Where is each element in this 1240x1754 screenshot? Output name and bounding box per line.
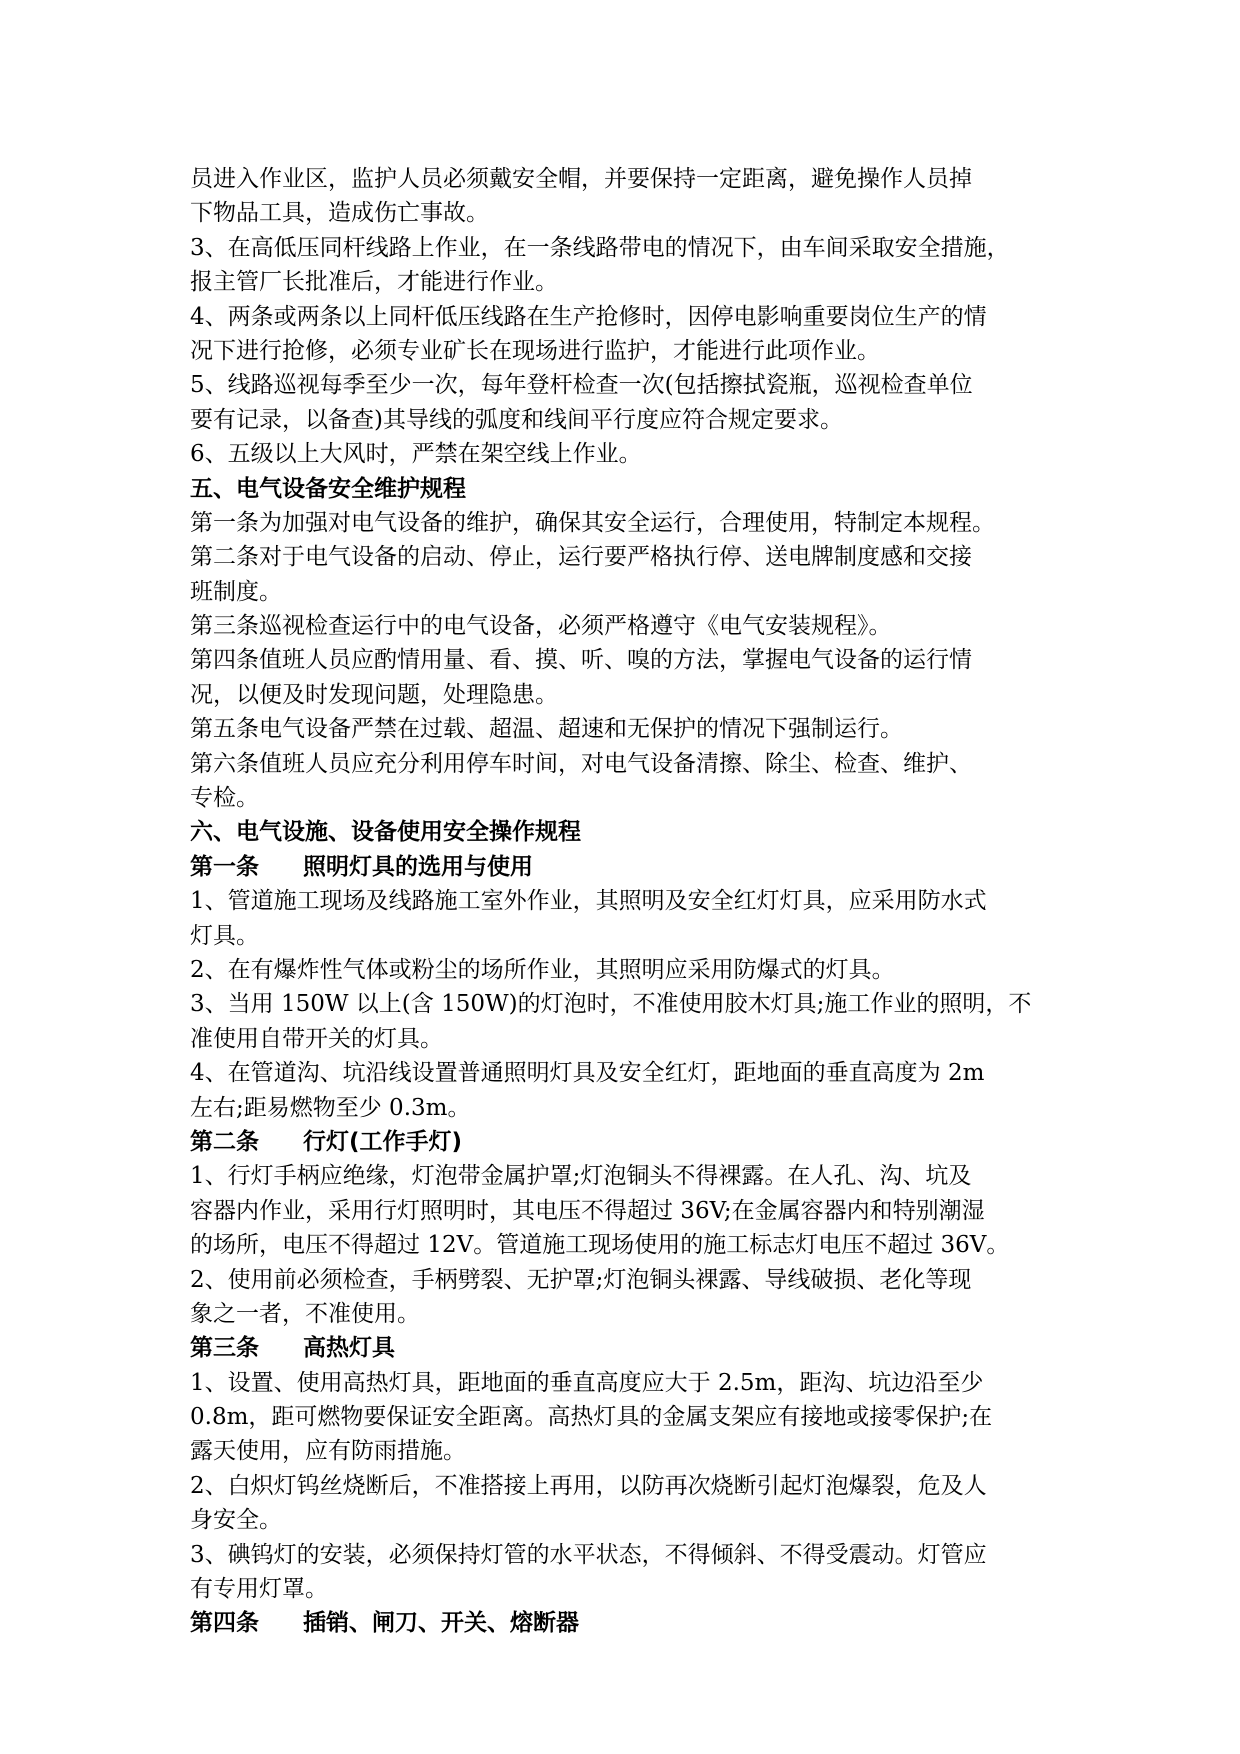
body-text-line: 专检。 <box>190 785 259 812</box>
article-title: 插销、闸刀、开关、熔断器 <box>303 1610 579 1637</box>
body-text-line: 2、在有爆炸性气体或粉尘的场所作业，其照明应采用防爆式的灯具。 <box>190 956 895 983</box>
article-heading <box>190 850 1080 884</box>
body-text-line: 的场所，电压不得超过 12V。管道施工现场使用的施工标志灯电压不超过 36V。 <box>190 1232 1010 1259</box>
body-text-line: 6、五级以上大风时，严禁在架空线上作业。 <box>190 441 642 468</box>
body-text-line: 下物品工具，造成伤亡事故。 <box>190 200 489 227</box>
body-text-line: 准使用自带开关的灯具。 <box>190 1025 443 1052</box>
body-text-line: 露天使用，应有防雨措施。 <box>190 1438 466 1465</box>
body-text-line: 第三条巡视检查运行中的电气设备，必须严格遵守《电气安装规程》。 <box>190 613 892 640</box>
article-title: 高热灯具 <box>303 1335 395 1362</box>
article-title: 行灯(工作手灯) <box>303 1128 463 1155</box>
article-number: 第三条 <box>190 1335 259 1362</box>
body-text-line: 1、行灯手柄应绝缘，灯泡带金属护罩;灯泡铜头不得裸露。在人孔、沟、坑及 <box>190 1163 972 1190</box>
body-text-line: 2、白炽灯钨丝烧断后，不准搭接上再用，以防再次烧断引起灯泡爆裂，危及人 <box>190 1472 987 1499</box>
body-text-line: 3、碘钨灯的安装，必须保持灯管的水平状态，不得倾斜、不得受震动。灯管应 <box>190 1541 987 1568</box>
body-text-line: 身安全。 <box>190 1507 282 1534</box>
body-text-line: 1、管道施工现场及线路施工室外作业，其照明及安全红灯灯具，应采用防水式 <box>190 888 987 915</box>
document-body <box>190 162 1080 1641</box>
article-number: 第一条 <box>190 853 259 880</box>
body-text-line: 左右;距易燃物至少 0.3m。 <box>190 1094 471 1121</box>
body-text-line: 4、两条或两条以上同杆低压线路在生产抢修时，因停电影响重要岗位生产的情 <box>190 303 987 330</box>
body-text-line: 5、线路巡视每季至少一次，每年登杆检查一次(包括擦拭瓷瓶，巡视检查单位 <box>190 372 973 399</box>
article-heading <box>190 1125 1080 1159</box>
body-text-line: 第五条电气设备严禁在过载、超温、超速和无保护的情况下强制运行。 <box>190 716 903 743</box>
body-text-line: 有专用灯罩。 <box>190 1576 328 1603</box>
body-text-line: 第四条值班人员应酌情用量、看、摸、听、嗅的方法，掌握电气设备的运行情 <box>190 647 972 674</box>
body-text-line: 3、当用 150W 以上(含 150W)的灯泡时，不准使用胶木灯具;施工作业的照明，不 <box>190 991 1032 1018</box>
body-text-line: 0.8m，距可燃物要保证安全距离。高热灯具的金属支架应有接地或接零保护;在 <box>190 1404 993 1431</box>
article-number: 第二条 <box>190 1128 259 1155</box>
section-heading: 六、电气设施、设备使用安全操作规程 <box>190 819 581 846</box>
article-title: 照明灯具的选用与使用 <box>303 853 533 880</box>
section-heading: 五、电气设备安全维护规程 <box>190 475 466 502</box>
body-text-line: 3、在高低压同杆线路上作业，在一条线路带电的情况下，由车间采取安全措施， <box>190 234 1010 261</box>
body-text-line: 员进入作业区，监护人员必须戴安全帽，并要保持一定距离，避免操作人员掉 <box>190 166 972 192</box>
body-text-line: 第二条对于电气设备的启动、停止，运行要严格执行停、送电牌制度感和交接 <box>190 544 972 571</box>
body-text-line: 要有记录，以备查)其导线的弧度和线间平行度应符合规定要求。 <box>190 406 843 433</box>
document-page <box>190 162 1080 1641</box>
body-text-line: 第一条为加强对电气设备的维护，确保其安全运行，合理使用，特制定本规程。 <box>190 509 995 536</box>
body-text-line: 灯具。 <box>190 922 259 949</box>
article-number: 第四条 <box>190 1610 259 1637</box>
body-text-line: 报主管厂长批准后，才能进行作业。 <box>190 269 558 296</box>
body-text-line: 况，以便及时发现问题，处理隐患。 <box>190 681 558 708</box>
article-heading <box>190 1331 1080 1365</box>
body-text-line: 况下进行抢修，必须专业矿长在现场进行监护，才能进行此项作业。 <box>190 337 880 364</box>
body-text-line: 象之一者，不准使用。 <box>190 1300 420 1327</box>
body-text-line: 班制度。 <box>190 578 282 605</box>
body-text-line: 容器内作业，采用行灯照明时，其电压不得超过 36V;在金属容器内和特别潮湿 <box>190 1197 985 1224</box>
article-heading <box>190 1606 1080 1640</box>
body-text-line: 第六条值班人员应充分利用停车时间，对电气设备清擦、除尘、检查、维护、 <box>190 750 972 777</box>
body-text-line: 2、使用前必须检查，手柄劈裂、无护罩;灯泡铜头裸露、导线破损、老化等现 <box>190 1266 972 1293</box>
body-text-line: 1、设置、使用高热灯具，距地面的垂直高度应大于 2.5m，距沟、坑边沿至少 <box>190 1369 984 1396</box>
body-text-line: 4、在管道沟、坑沿线设置普通照明灯具及安全红灯，距地面的垂直高度为 2m <box>190 1060 985 1087</box>
